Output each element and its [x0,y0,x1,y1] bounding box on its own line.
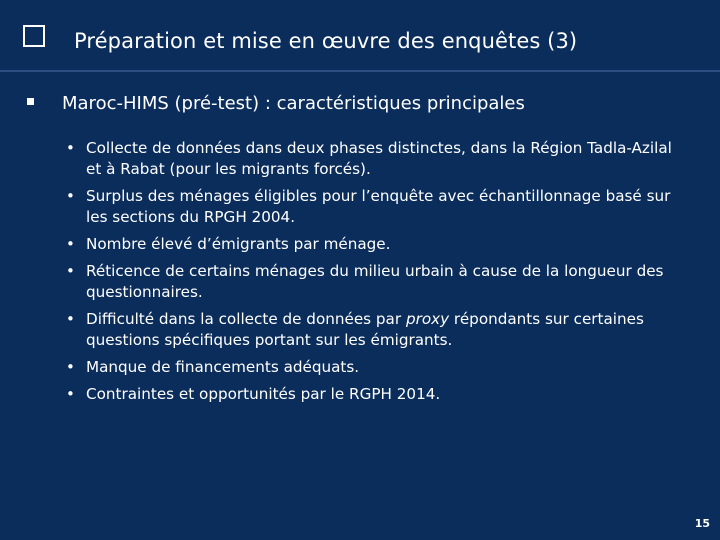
bullet-dot-icon: • [66,358,75,376]
bullet-item [62,138,682,180]
title-bar [0,0,720,72]
square-bullet-icon [27,98,34,105]
bullet-text: Contraintes et opportunités par le RGPH 2014. [86,385,441,403]
bullet-text-pre: Difficulté dans la collecte de données par [86,310,406,328]
bullet-list [62,138,682,411]
bullet-dot-icon: • [66,385,75,403]
bullet-item [62,261,682,303]
bullet-text-post: répondants sur certaines questions spécifiques portant sur les émigrants. [86,310,644,349]
bullet-text: Nombre élevé d’émigrants par ménage. [86,235,391,253]
bullet-item [62,186,682,228]
bullet-item [62,384,682,405]
bullet-text: Réticence de certains ménages du milieu urbain à cause de la longueur des questionnaires. [86,262,664,301]
bullet-item [62,357,682,378]
slide-subheading: Maroc-HIMS (pré-test) : caractéristiques principales [62,93,525,114]
page-number: 15 [694,517,710,530]
bullet-dot-icon: • [66,139,75,157]
bullet-item [62,309,682,351]
bullet-dot-icon: • [66,310,75,328]
slide-title: Préparation et mise en œuvre des enquêtes (3) [74,29,578,53]
bullet-dot-icon: • [66,262,75,280]
bullet-text: Collecte de données dans deux phases distinctes, dans la Région Tadla-Azilal et à Rabat (pour les migrants forcés). [86,139,672,178]
checkbox-square-icon [23,25,45,47]
bullet-text: Surplus des ménages éligibles pour l’enquête avec échantillonnage basé sur les sections du RPGH 2004. [86,187,671,226]
bullet-dot-icon: • [66,235,75,253]
bullet-text: Manque de financements adéquats. [86,358,360,376]
bullet-dot-icon: • [66,187,75,205]
bullet-text-italic: proxy [405,310,450,328]
bullet-item [62,234,682,255]
